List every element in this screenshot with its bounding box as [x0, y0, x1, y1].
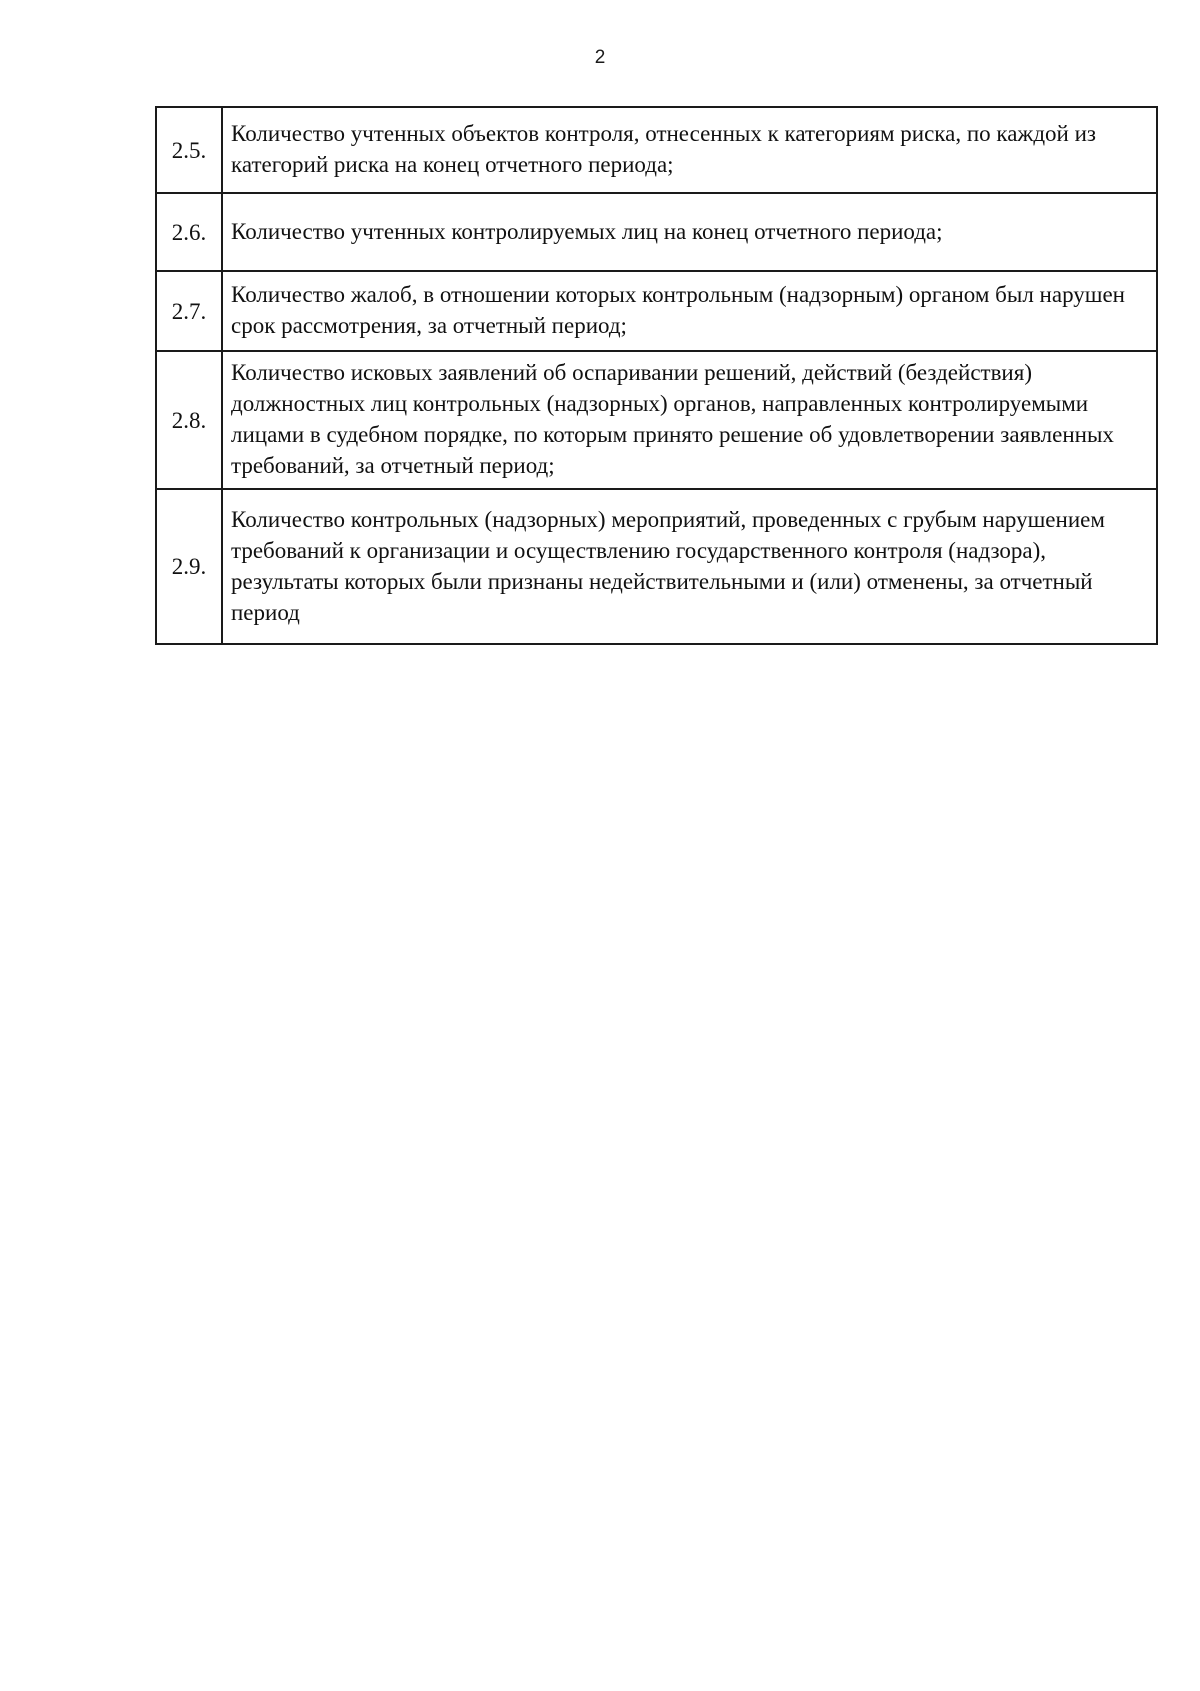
table-row — [156, 193, 1157, 271]
item-number: 2.9. — [156, 489, 222, 644]
item-text: Количество исковых заявлений об оспаривании решений, действий (бездействия) должностных лиц контрольных (надзорных) органов, направленных контролируемыми лицами в судебном порядке, по которым принято решение об удовлетворении заявленных требований, за отчетный период; — [222, 351, 1157, 489]
table-row — [156, 107, 1157, 193]
item-text: Количество учтенных объектов контроля, отнесенных к категориям риска, по каждой из категорий риска на конец отчетного периода; — [222, 107, 1157, 193]
item-number: 2.7. — [156, 271, 222, 351]
page-number: 2 — [594, 47, 606, 68]
item-number: 2.5. — [156, 107, 222, 193]
table-row — [156, 271, 1157, 351]
item-text: Количество контрольных (надзорных) мероприятий, проведенных с грубым нарушением требований к организации и осуществлению государственного контроля (надзора), результаты которых были признаны недействительными и (или) отменены, за отчетный период — [222, 489, 1157, 644]
item-text: Количество учтенных контролируемых лиц на конец отчетного периода; — [222, 193, 1157, 271]
item-number: 2.8. — [156, 351, 222, 489]
item-text: Количество жалоб, в отношении которых контрольным (надзорным) органом был нарушен срок рассмотрения, за отчетный период; — [222, 271, 1157, 351]
item-number: 2.6. — [156, 193, 222, 271]
table-row — [156, 489, 1157, 644]
indicators-table — [155, 106, 1158, 645]
table-row — [156, 351, 1157, 489]
